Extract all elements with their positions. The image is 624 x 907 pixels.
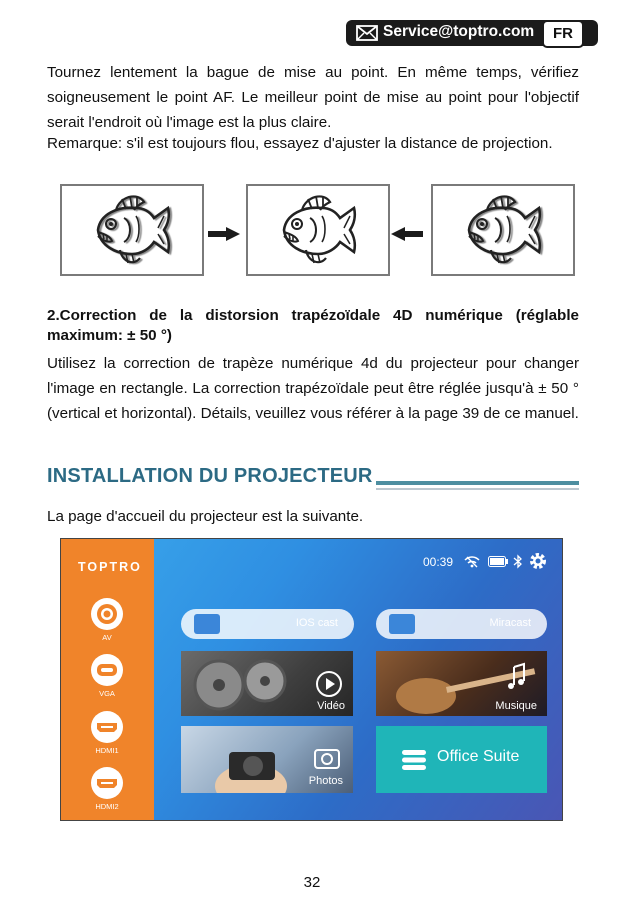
fish-blurry-image [62,186,202,274]
clock: 00:39 [423,555,454,569]
wifi-icon [464,556,480,568]
hdmi-icon [91,767,123,799]
section-rule-thin [376,488,579,490]
focus-panel-blurry-right [431,184,575,276]
language-tab-tail [584,26,596,42]
arrow-right-icon [208,227,240,241]
video-label: Vidéo [317,700,345,712]
focus-instructions: Tournez lentement la bague de mise au point. En même temps, vérifiez soigneusement le point AF. Le meilleur point de mise au point pour l'objectif serait l'endroit où l'image est la plus claire. [47,64,579,131]
av-icon [91,598,123,630]
source-sidebar [61,539,154,820]
source-hdmi2[interactable] [91,767,123,811]
office-suite-tile[interactable] [376,726,547,793]
section-title: INSTALLATION DU PROJECTEUR [47,465,373,487]
office-suite-label: Office Suite [437,748,520,765]
photos-tile[interactable] [181,726,353,793]
source-label: HDMI1 [95,746,119,755]
ios-cast-button[interactable] [181,609,354,639]
keystone-body: Utilisez la correction de trapèze numérique 4d du projecteur pour changer l'image en rectangle. La correction trapézoïdale peut être réglée jusqu'à ± 50 ° (vertical et horizontal). Détails, veuillez vous référer à la page 39 de ce manuel. [47,355,579,422]
miracast-button[interactable] [376,609,547,639]
source-vga[interactable] [91,654,123,698]
envelope-icon [356,25,378,41]
bluetooth-icon [513,554,523,569]
source-label: VGA [99,689,115,698]
music-tile[interactable] [376,651,547,716]
service-email: Service@toptro.com [383,23,535,40]
source-av[interactable] [91,598,123,642]
photos-label: Photos [308,775,343,787]
miracast-icon [389,614,415,634]
focus-panel-sharp [246,184,390,276]
miracast-label: Miracast [489,617,531,629]
source-label: HDMI2 [95,802,119,811]
airplay-icon [194,614,220,634]
ios-cast-label: IOS cast [295,617,338,629]
brand-logo: TOPTRO [78,560,142,574]
fish-blurry-image [433,186,573,274]
section-rule [376,481,579,485]
source-hdmi1[interactable] [91,711,123,755]
battery-icon [488,556,508,567]
fish-sharp-image [248,186,388,274]
focus-panel-blurry-left [60,184,204,276]
source-label: AV [102,633,112,642]
language-badge: FR [542,20,584,48]
arrow-left-icon [391,227,423,241]
settings-gear-icon[interactable] [528,551,548,571]
music-label: Musique [495,700,537,712]
keystone-heading: 2.Correction de la distorsion trapézoïdale 4D numérique (réglable maximum: ± 50 °) [47,307,579,344]
hdmi-icon [91,711,123,743]
vga-icon [91,654,123,686]
projector-home-screen [60,538,563,821]
installation-intro: La page d'accueil du projecteur est la suivante. [47,508,364,525]
video-tile[interactable] [181,651,353,716]
focus-remark: Remarque: s'il est toujours flou, essayez d'ajuster la distance de projection. [47,135,553,152]
office-list-icon [402,750,426,770]
page-number: 32 [303,874,321,891]
